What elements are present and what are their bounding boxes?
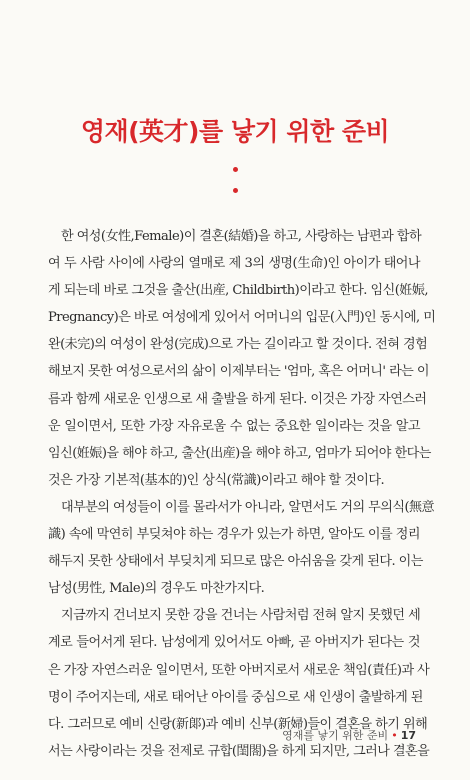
- text-line: 識) 속에 막연히 부딪쳐야 하는 경우가 있는가 하면, 알아도 이를 정리: [48, 527, 420, 543]
- text-line: 운 일이면서, 또한 가장 자유로울 수 없는 중요한 일이라는 것을 알고: [48, 418, 420, 434]
- text-line: 대부분의 여성들이 이를 몰라서가 아니라, 알면서도 거의 무의식(無意: [61, 499, 435, 515]
- text-line: 은 가장 자연스러운 일이면서, 또한 아버지로서 새로운 책임(責任)과 사: [48, 662, 430, 678]
- text-line: 임신(姙娠)을 해야 하고, 출산(出産)을 해야 하고, 엄마가 되어야 한다는: [48, 445, 431, 461]
- text-line: 남성(男性, Male)의 경우도 마찬가지다.: [48, 581, 265, 597]
- text-line: 름과 함께 새로운 인생으로 새 출발을 하게 된다. 이것은 가장 자연스러: [48, 391, 427, 407]
- title-ornament-dot: [233, 188, 238, 193]
- text-line: 다. 그러므로 예비 신랑(新郞)과 예비 신부(新婦)들이 결혼을 하기 위해: [48, 716, 428, 732]
- title-ornament-dot: [233, 167, 238, 172]
- text-line: 완(未完)의 여성이 완성(完成)으로 가는 길이라고 할 것이다. 전혀 경험: [48, 337, 428, 353]
- footer-bullet: •: [391, 729, 398, 742]
- text-line: 명이 주어지는데, 새로 태어난 아이를 중심으로 새 인생이 출발하게 된: [48, 689, 423, 705]
- chapter-title: 영재(英才)를 낳기 위한 준비: [80, 117, 390, 146]
- running-title: 영재를 낳기 위한 준비: [282, 729, 389, 742]
- text-line: 게 되는데 바로 그것을 출산(出産, Childbirth)이라고 한다. 임신(姙娠,: [48, 283, 428, 299]
- text-line: 서는 사랑이라는 것을 전제로 규합(閨閤)을 하게 되지만, 그러나 결혼을: [48, 743, 430, 759]
- body-text: [48, 223, 436, 765]
- text-line: 계로 들어서게 된다. 남성에게 있어서도 아빠, 곧 아버지가 된다는 것: [48, 635, 420, 651]
- text-line: 것은 가장 기본적(基本的)인 상식(常識)이라고 해야 할 것이다.: [48, 472, 385, 488]
- text-line: 지금까지 건너보지 못한 강을 건너는 사람처럼 전혀 알지 못했던 세: [61, 608, 421, 624]
- text-line: 해보지 못한 여성으로서의 삶이 이제부터는 '엄마, 혹은 어머니' 라는 이: [48, 364, 429, 380]
- text-line: 해두지 못한 상태에서 부딪치게 되므로 많은 아쉬움을 갖게 된다. 이는: [48, 554, 423, 570]
- text-line: Pregnancy)은 바로 여성에게 있어서 어머니의 입문(入門)인 동시에, 미: [48, 310, 436, 326]
- page-footer: [282, 727, 416, 743]
- text-line: 여 두 사람 사이에 사랑의 열매로 제 3의 생명(生命)인 아이가 태어나: [48, 256, 420, 272]
- text-line: 한 여성(女性,Female)이 결혼(結婚)을 하고, 사랑하는 남편과 합하: [61, 229, 422, 244]
- page-number: 17: [400, 729, 416, 742]
